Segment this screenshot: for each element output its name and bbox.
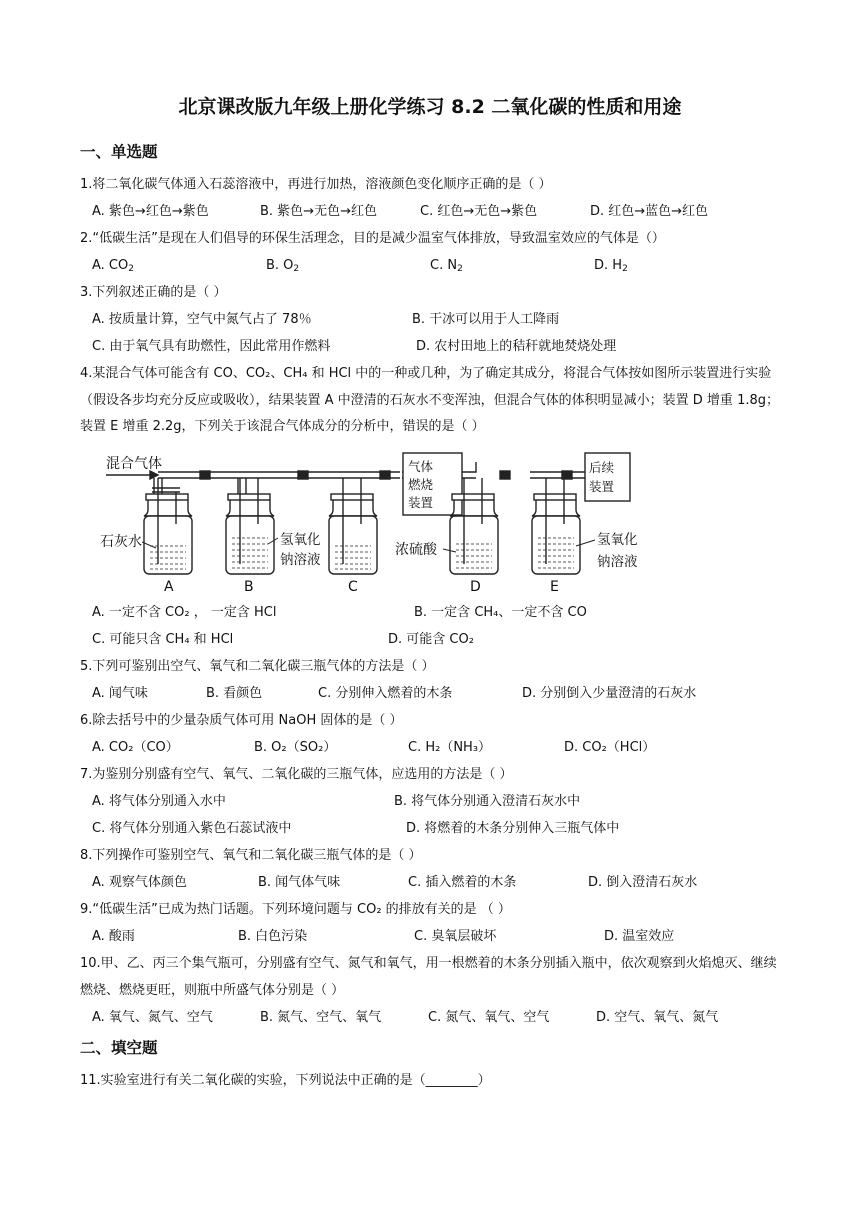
diagram-burner-line2: 燃烧 [408,477,434,492]
q9-option-a[interactable]: A. 酸雨 [92,929,135,944]
apparatus-diagram [100,448,660,598]
diagram-naoh-e-line2: 钠溶液 [597,554,638,570]
diagram-label-b: B [244,579,254,595]
q10-option-b[interactable]: B. 氮气、空气、氧气 [260,1010,382,1025]
diagram-acid-label: 浓硫酸 [395,542,437,558]
q7-option-a[interactable]: A. 将气体分别通入水中 [92,794,226,809]
tube-a-b-c [158,472,400,478]
q8-option-a[interactable]: A. 观察气体颜色 [92,875,187,890]
question-5-stem: 5.下列可鉴别出空气、氧气和二氧化碳三瓶气体的方法是（ ） [80,659,435,674]
q3-option-a[interactable]: A. 按质量计算，空气中氮气占了 78％ [92,312,312,327]
bottle-b [226,478,274,574]
q1-option-c[interactable]: C. 红色→无色→紫色 [420,204,538,219]
q4-option-c[interactable]: C. 可能只含 CH₄ 和 HCl [92,632,234,647]
q6-option-a[interactable]: A. CO₂（CO） [92,740,179,755]
section-heading-fill-blank: 二、填空题 [80,1039,158,1057]
q9-option-d[interactable]: D. 温室效应 [604,929,675,944]
q2-option-a-sub: 2 [128,264,134,274]
q3-option-d[interactable]: D. 农村田地上的秸秆就地焚烧处理 [416,339,617,354]
question-6-stem: 6.除去括号中的少量杂质气体可用 NaOH 固体的是（ ） [80,713,403,728]
bottle-e [532,478,580,574]
inlet-arrow-head [150,471,158,479]
q9-option-c[interactable]: C. 臭氧层破坏 [414,929,497,944]
q10-option-a[interactable]: A. 氧气、氮气、空气 [92,1010,213,1025]
diagram-label-a: A [164,579,174,595]
q4-option-b[interactable]: B. 一定含 CH₄、一定不含 CO [414,605,587,620]
diagram-post-line2: 装置 [589,479,615,494]
q2-option-a-text: A. CO [92,258,129,273]
q8-option-d[interactable]: D. 倒入澄清石灰水 [588,875,698,890]
q5-option-b[interactable]: B. 看颜色 [206,686,263,701]
q2-option-c-sub: 2 [457,264,463,274]
diagram-naoh-b-line2: 钠溶液 [280,552,321,568]
diagram-burner-line3: 装置 [408,495,434,510]
q8-option-b[interactable]: B. 闻气体气味 [258,875,341,890]
diagram-burner-line1: 气体 [408,459,434,474]
bottle-c [329,478,377,574]
q2-option-a[interactable] [92,253,134,282]
q10-option-c[interactable]: C. 氮气、氧气、空气 [428,1010,550,1025]
q7-option-d[interactable]: D. 将燃着的木条分别伸入三瓶气体中 [406,821,620,836]
q5-option-c[interactable]: C. 分别伸入燃着的木条 [318,686,453,701]
q2-option-c[interactable] [430,253,463,282]
diagram-inlet-label: 混合气体 [106,456,162,472]
page-title: 北京课改版九年级上册化学练习 8.2 二氧化碳的性质和用途 [178,96,682,118]
q7-option-b[interactable]: B. 将气体分别通入澄清石灰水中 [394,794,581,809]
diagram-label-c: C [348,579,358,595]
tube-to-post [530,472,585,478]
q2-option-b-sub: 2 [293,264,300,274]
q1-option-b[interactable]: B. 紫色→无色→红色 [260,204,377,219]
q10-option-d[interactable]: D. 空气、氧气、氮气 [596,1010,719,1025]
q2-option-b[interactable] [266,253,299,282]
q6-option-d[interactable]: D. CO₂（HCl） [564,740,656,755]
section-heading-single-choice: 一、单选题 [80,143,158,161]
question-9-stem: 9.“低碳生活”已成为热门话题。下列环境问题与 CO₂ 的排放有关的是 （ ） [80,902,511,917]
q6-option-c[interactable]: C. H₂（NH₃） [408,740,492,755]
q1-option-d[interactable]: D. 红色→蓝色→红色 [590,204,709,219]
question-1-stem: 1.将二氧化碳气体通入石蕊溶液中，再进行加热，溶液颜色变化顺序正确的是（ ） [80,177,552,192]
question-10-stem: 10.甲、乙、丙三个集气瓶可，分别盛有空气、氮气和氧气，用一根燃着的木条分别插入瓶中，依次观察到火焰熄灭、继续燃烧、燃烧更旺，则瓶中所盛气体分别是（ ） [80,956,777,998]
question-3-stem: 3.下列叙述正确的是（ ） [80,285,227,300]
q5-option-d[interactable]: D. 分别倒入少量澄清的石灰水 [522,686,697,701]
diagram-limewater-label: 石灰水 [100,534,142,550]
question-2-stem: 2.“低碳生活”是现在人们倡导的环保生活理念，目的是减少温室气体排放，导致温室效应的气体是（） [80,231,665,246]
q3-option-b[interactable]: B. 干冰可以用于人工降雨 [412,312,560,327]
q4-option-d[interactable]: D. 可能含 CO₂ [388,632,474,647]
q6-option-b[interactable]: B. O₂（SO₂） [254,740,337,755]
q2-option-d[interactable] [594,253,628,282]
q9-option-b[interactable]: B. 白色污染 [238,929,308,944]
bottle-a [144,478,192,574]
q2-option-c-text: C. N [430,258,458,273]
diagram-post-line1: 后续 [589,460,615,475]
q3-option-c[interactable]: C. 由于氧气具有助燃性，因此常用作燃料 [92,339,331,354]
q4-option-a[interactable]: A. 一定不含 CO₂ ， 一定含 HCl [92,605,277,620]
q7-option-c[interactable]: C. 将气体分别通入紫色石蕊试液中 [92,821,292,836]
q1-option-a[interactable]: A. 紫色→红色→紫色 [92,204,209,219]
diagram-label-e: E [550,579,559,595]
q2-option-d-text: D. H [594,258,623,273]
question-4-stem: 4.某混合气体可能含有 CO、CO₂、CH₄ 和 HCl 中的一种或几种，为了确定其成分，将混合气体按如图所示装置进行实验（假设各步均充分反应或吸收），结果装置 A 中澄清的石灰水不变浑浊，但混合气体的体积明显减小；装置 D 增重 1.8g；装置 E 增重 2.2g，下列关于该混合气体成分的分析中，错误的是（ ） [80,366,779,434]
question-7-stem: 7.为鉴别分别盛有空气、氧气、二氧化碳的三瓶气体，应选用的方法是（ ） [80,767,513,782]
diagram-naoh-b-line1: 氢氧化 [280,532,321,548]
diagram-label-d: D [470,579,481,595]
question-11-stem: 11.实验室进行有关二氧化碳的实验，下列说法中正确的是（________） [80,1073,491,1088]
diagram-naoh-e-line1: 氢氧化 [597,532,638,548]
q5-option-a[interactable]: A. 闻气味 [92,686,148,701]
q2-option-d-sub: 2 [622,264,628,274]
q8-option-c[interactable]: C. 插入燃着的木条 [408,875,517,890]
question-8-stem: 8.下列操作可鉴别空气、氧气和二氧化碳三瓶气体的是（ ） [80,848,422,863]
q2-option-b-text: B. O [266,258,294,273]
